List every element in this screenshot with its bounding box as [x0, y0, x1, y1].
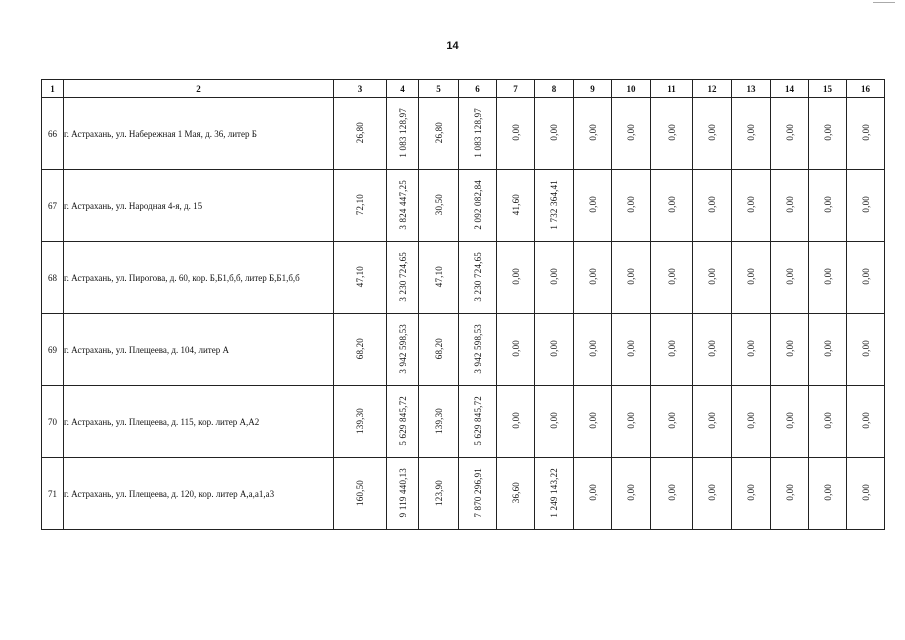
value-cell: [771, 242, 809, 314]
value-text: 0,00: [666, 196, 677, 213]
value-cell: [771, 386, 809, 458]
table-row: [42, 386, 885, 458]
value-text: 5 629 845,72: [472, 395, 483, 446]
value-cell: [387, 458, 419, 530]
value-cell: [771, 458, 809, 530]
value-cell: [809, 314, 847, 386]
address-cell: г. Астрахань, ул. Плещеева, д. 120, кор. литер А,а,а1,а3: [64, 458, 334, 530]
header-row: [42, 80, 885, 98]
value-cell: [574, 98, 612, 170]
value-cell: [693, 386, 732, 458]
value-text: 0,00: [510, 268, 521, 285]
value-cell: [651, 98, 693, 170]
value-text: 1 083 128,97: [472, 107, 483, 158]
value-cell: [387, 314, 419, 386]
value-text: 41,60: [510, 193, 521, 216]
value-cell: [574, 170, 612, 242]
value-cell: [535, 98, 574, 170]
value-text: 0,00: [626, 412, 636, 429]
value-text: 0,00: [784, 196, 795, 213]
value-text: 1 249 143,22: [549, 467, 559, 518]
value-text: 0,00: [666, 412, 677, 429]
value-text: 0,00: [707, 484, 717, 501]
column-header: 13: [732, 80, 771, 98]
row-number: 67: [42, 170, 64, 242]
value-cell: [387, 170, 419, 242]
value-cell: [419, 242, 459, 314]
value-cell: [847, 98, 885, 170]
address-cell: г. Астрахань, ул. Набережная 1 Мая, д. 36, литер Б: [64, 98, 334, 170]
value-text: 0,00: [510, 412, 521, 429]
row-number: 70: [42, 386, 64, 458]
value-text: 1 732 364,41: [549, 179, 559, 230]
value-text: 0,00: [666, 268, 677, 285]
value-text: 0,00: [626, 268, 636, 285]
value-cell: [651, 170, 693, 242]
value-cell: [535, 458, 574, 530]
column-header: 7: [497, 80, 535, 98]
value-text: 0,00: [549, 268, 559, 285]
value-cell: [809, 458, 847, 530]
value-cell: [612, 386, 651, 458]
value-text: 139,30: [433, 407, 444, 434]
row-number: 66: [42, 98, 64, 170]
value-cell: [847, 170, 885, 242]
value-text: 0,00: [822, 340, 833, 357]
value-cell: [459, 458, 497, 530]
value-cell: [612, 98, 651, 170]
value-cell: [693, 170, 732, 242]
value-text: 0,00: [707, 268, 717, 285]
value-cell: [535, 386, 574, 458]
value-text: 0,00: [587, 268, 598, 285]
table-body: [42, 98, 885, 530]
value-cell: [651, 386, 693, 458]
value-cell: [334, 314, 387, 386]
value-text: 0,00: [549, 412, 559, 429]
value-cell: [334, 170, 387, 242]
value-cell: [693, 98, 732, 170]
value-cell: [535, 314, 574, 386]
table-row: [42, 98, 885, 170]
data-table: [41, 79, 885, 530]
value-text: 0,00: [666, 340, 677, 357]
value-cell: [809, 386, 847, 458]
value-cell: [612, 170, 651, 242]
value-text: 0,00: [822, 412, 833, 429]
value-cell: [574, 458, 612, 530]
value-cell: [651, 458, 693, 530]
value-text: 139,30: [355, 407, 365, 434]
value-cell: [419, 386, 459, 458]
value-text: 0,00: [707, 196, 717, 213]
value-text: 3 824 447,25: [397, 179, 408, 230]
value-text: 0,00: [587, 196, 598, 213]
page-number: 14: [446, 40, 459, 52]
value-cell: [497, 386, 535, 458]
value-text: 47,10: [355, 265, 365, 288]
value-cell: [419, 314, 459, 386]
value-text: 30,50: [433, 193, 444, 216]
value-text: 0,00: [510, 340, 521, 357]
value-cell: [459, 98, 497, 170]
value-cell: [732, 170, 771, 242]
value-text: 3 942 598,53: [472, 323, 483, 374]
value-text: 0,00: [746, 412, 756, 429]
value-text: 68,20: [433, 337, 444, 360]
value-cell: [612, 314, 651, 386]
value-text: 0,00: [860, 124, 871, 141]
value-text: 0,00: [626, 484, 636, 501]
column-header: 14: [771, 80, 809, 98]
value-text: 160,50: [355, 479, 365, 506]
table-row: [42, 458, 885, 530]
value-text: 0,00: [707, 412, 717, 429]
value-cell: [847, 314, 885, 386]
column-header: 4: [387, 80, 419, 98]
value-cell: [847, 386, 885, 458]
value-cell: [387, 242, 419, 314]
value-cell: [459, 170, 497, 242]
value-cell: [419, 98, 459, 170]
value-text: 0,00: [860, 412, 871, 429]
table-row: [42, 170, 885, 242]
column-header: 10: [612, 80, 651, 98]
value-cell: [459, 242, 497, 314]
value-text: 0,00: [746, 340, 756, 357]
value-text: 5 629 845,72: [397, 395, 408, 446]
value-cell: [497, 458, 535, 530]
value-text: 0,00: [746, 124, 756, 141]
column-header: 8: [535, 80, 574, 98]
value-text: 3 230 724,65: [397, 251, 408, 302]
value-cell: [334, 242, 387, 314]
column-header: 5: [419, 80, 459, 98]
value-text: 3 942 598,53: [397, 323, 408, 374]
address-cell: г. Астрахань, ул. Плещеева, д. 115, кор. литер А,А2: [64, 386, 334, 458]
value-text: 2 092 082,84: [472, 179, 483, 230]
value-cell: [419, 170, 459, 242]
value-cell: [497, 98, 535, 170]
value-text: 0,00: [746, 268, 756, 285]
value-text: 0,00: [587, 412, 598, 429]
value-cell: [847, 458, 885, 530]
value-cell: [612, 242, 651, 314]
value-cell: [334, 458, 387, 530]
value-text: 0,00: [707, 340, 717, 357]
value-cell: [809, 170, 847, 242]
value-text: 0,00: [860, 196, 871, 213]
value-cell: [771, 314, 809, 386]
value-cell: [732, 386, 771, 458]
value-text: 0,00: [707, 124, 717, 141]
value-text: 0,00: [746, 196, 756, 213]
column-header: 12: [693, 80, 732, 98]
value-text: 1 083 128,97: [397, 107, 408, 158]
column-header: 16: [847, 80, 885, 98]
value-text: 68,20: [355, 337, 365, 360]
scan-mark: [873, 2, 895, 3]
value-text: 26,80: [355, 121, 365, 144]
column-header: 3: [334, 80, 387, 98]
value-cell: [574, 242, 612, 314]
value-text: 0,00: [587, 340, 598, 357]
column-header: 2: [64, 80, 334, 98]
value-cell: [334, 98, 387, 170]
value-text: 7 870 296,91: [472, 467, 483, 518]
value-text: 0,00: [666, 124, 677, 141]
column-header: 9: [574, 80, 612, 98]
address-cell: г. Астрахань, ул. Народная 4-я, д. 15: [64, 170, 334, 242]
value-text: 36,60: [510, 481, 521, 504]
value-text: 0,00: [860, 268, 871, 285]
value-cell: [732, 242, 771, 314]
row-number: 69: [42, 314, 64, 386]
value-cell: [847, 242, 885, 314]
value-cell: [809, 98, 847, 170]
value-cell: [497, 314, 535, 386]
value-text: 26,80: [433, 121, 444, 144]
value-text: 0,00: [822, 196, 833, 213]
value-cell: [334, 386, 387, 458]
row-number: 71: [42, 458, 64, 530]
row-number: 68: [42, 242, 64, 314]
value-cell: [771, 98, 809, 170]
column-header: 1: [42, 80, 64, 98]
value-cell: [651, 314, 693, 386]
value-text: 0,00: [822, 268, 833, 285]
value-text: 0,00: [626, 340, 636, 357]
value-text: 0,00: [822, 124, 833, 141]
value-cell: [732, 314, 771, 386]
column-header: 6: [459, 80, 497, 98]
value-cell: [693, 458, 732, 530]
value-text: 0,00: [626, 196, 636, 213]
value-cell: [612, 458, 651, 530]
value-cell: [497, 170, 535, 242]
address-cell: г. Астрахань, ул. Пирогова, д. 60, кор. Б,Б1,б,б, литер Б,Б1,б,б: [64, 242, 334, 314]
value-text: 0,00: [587, 484, 598, 501]
value-text: 0,00: [784, 412, 795, 429]
value-cell: [387, 98, 419, 170]
value-text: 72,10: [355, 193, 365, 216]
value-cell: [459, 314, 497, 386]
value-cell: [732, 98, 771, 170]
value-text: 47,10: [433, 265, 444, 288]
value-text: 0,00: [549, 124, 559, 141]
value-cell: [732, 458, 771, 530]
value-text: 0,00: [510, 124, 521, 141]
value-text: 0,00: [784, 124, 795, 141]
value-text: 0,00: [784, 268, 795, 285]
value-cell: [574, 314, 612, 386]
value-text: 0,00: [822, 484, 833, 501]
value-text: 0,00: [549, 340, 559, 357]
value-cell: [535, 242, 574, 314]
value-cell: [651, 242, 693, 314]
column-header: 11: [651, 80, 693, 98]
value-cell: [459, 386, 497, 458]
value-cell: [771, 170, 809, 242]
value-text: 0,00: [860, 484, 871, 501]
value-text: 9 119 440,13: [397, 467, 408, 518]
value-cell: [387, 386, 419, 458]
value-cell: [535, 170, 574, 242]
value-text: 0,00: [784, 484, 795, 501]
column-header: 15: [809, 80, 847, 98]
address-cell: г. Астрахань, ул. Плещеева, д. 104, литер А: [64, 314, 334, 386]
table-row: [42, 314, 885, 386]
value-cell: [809, 242, 847, 314]
value-cell: [497, 242, 535, 314]
value-text: 123,90: [433, 479, 444, 506]
value-text: 0,00: [626, 124, 636, 141]
value-text: 0,00: [587, 124, 598, 141]
value-text: 0,00: [784, 340, 795, 357]
table-row: [42, 242, 885, 314]
value-text: 0,00: [746, 484, 756, 501]
value-cell: [419, 458, 459, 530]
value-text: 0,00: [666, 484, 677, 501]
value-cell: [693, 242, 732, 314]
value-text: 0,00: [860, 340, 871, 357]
value-cell: [693, 314, 732, 386]
value-text: 3 230 724,65: [472, 251, 483, 302]
value-cell: [574, 386, 612, 458]
